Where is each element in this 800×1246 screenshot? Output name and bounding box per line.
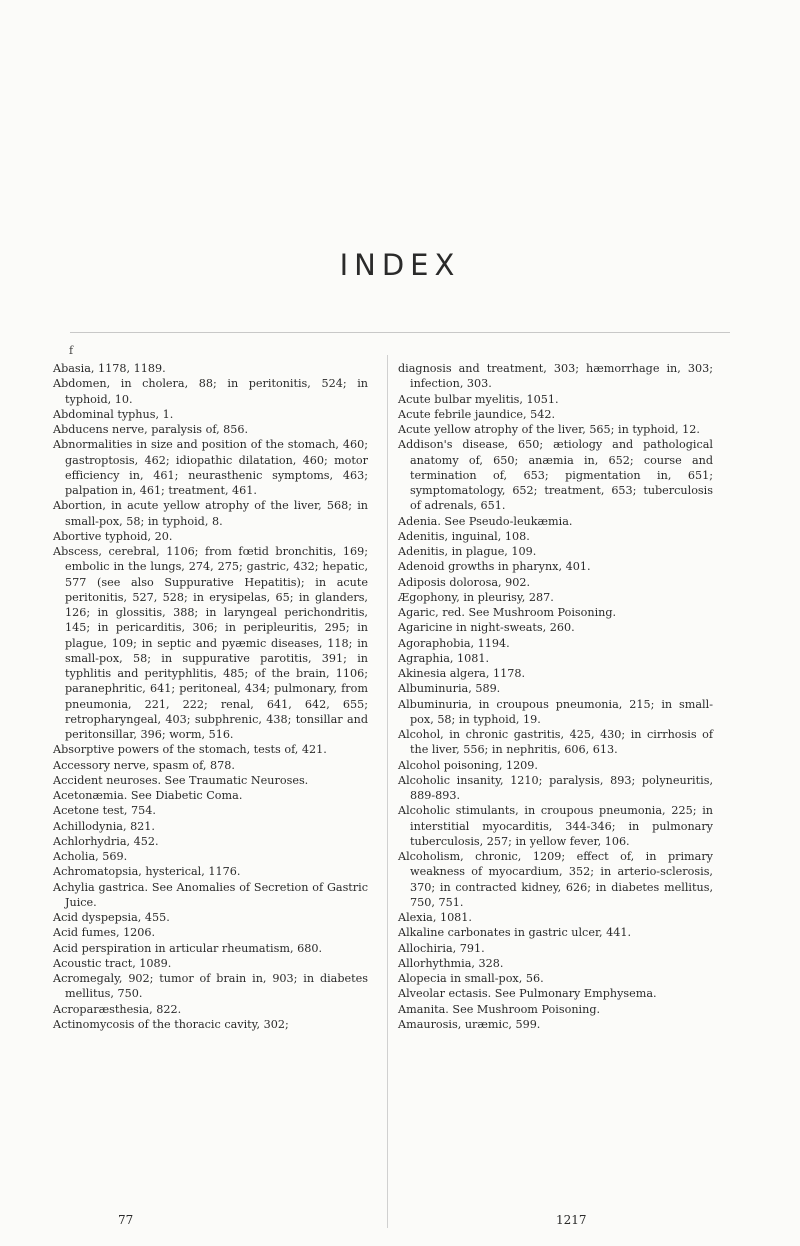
index-entry: Alkaline carbonates in gastric ulcer, 441. — [398, 926, 632, 940]
index-column-right — [398, 361, 713, 1032]
index-entry: Abortive typhoid, 20. — [53, 529, 173, 543]
index-entry: Alveolar ectasis. See Pulmonary Emphysema. — [398, 987, 657, 1001]
stray-mark: f — [69, 344, 74, 357]
index-entry: Abdomen, in cholera, 88; in peritonitis, 524; in typhoid, 10. — [53, 377, 368, 406]
index-entry: Acroparæsthesia, 822. — [53, 1002, 182, 1016]
index-entry: Adenitis, in plague, 109. — [398, 545, 537, 558]
index-entry: Acute febrile jaundice, 542. — [398, 407, 556, 421]
index-entry: Agraphia, 1081. — [398, 651, 490, 665]
index-column-left — [53, 361, 368, 1032]
title-rule — [70, 332, 730, 333]
index-entry: Achillodynia, 821. — [53, 819, 155, 833]
index-entry: Ægophony, in pleurisy, 287. — [398, 590, 554, 604]
index-entry: Absorptive powers of the stomach, tests of, 421. — [53, 743, 327, 757]
index-entry: Adenia. See Pseudo-leukæmia. — [398, 514, 573, 528]
index-entry: Abscess, cerebral, 1106; from fœtid bronchitis, 169; embolic in the lungs, 274, 275; gastric, 432; hepatic, 577 (see also Suppurative Hepatitis); in acute peritonitis, 527, 528; in erysipelas, 65; in glanders, 126; in glossitis, 388; in laryngeal perichondritis, 145; in pericarditis, 306; in peripleuritis, 295; in plague, 109; in septic and pyæmic diseases, 118; in small-pox, 58; in suppurative parotitis, 391; in typhlitis and perityphlitis, 485; of the brain, 1106; paranephritic, 641; peritoneal, 434; pulmonary, from pneumonia, 221, 222; renal, 641, 642, 655; retropharyngeal, 403; subphrenic, 438; tonsillar and peritonsillar, 396; worm, 516. — [53, 545, 368, 741]
index-entry: Albuminuria, in croupous pneumonia, 215; in small-pox, 58; in typhoid, 19. — [398, 697, 713, 726]
index-entry: Agaric, red. See Mushroom Poisoning. — [398, 606, 617, 619]
index-entry: Abducens nerve, paralysis of, 856. — [53, 423, 249, 436]
column-divider — [387, 355, 388, 1228]
index-entry: Accessory nerve, spasm of, 878. — [53, 758, 235, 772]
index-entry: Alexia, 1081. — [398, 911, 472, 924]
index-entry: diagnosis and treatment, 303; hæmorrhage in, 303; infection, 303. — [398, 362, 713, 391]
index-entry: Abdominal typhus, 1. — [53, 407, 174, 421]
index-entry: Acholia, 569. — [53, 850, 128, 863]
index-entry: Akinesia algera, 1178. — [398, 667, 525, 680]
index-entry: Agaricine in night-sweats, 260. — [398, 621, 575, 635]
index-entry: Alcoholism, chronic, 1209; effect of, in primary weakness of myocardium, 352; in arterio-sclerosis, 370; in contracted kidney, 626; in diabetes mellitus, 750, 751. — [398, 850, 713, 909]
index-entry: Agoraphobia, 1194. — [398, 636, 510, 650]
index-entry: Accident neuroses. See Traumatic Neuroses. — [53, 773, 309, 787]
index-entry: Achylia gastrica. See Anomalies of Secretion of Gastric Juice. — [53, 880, 368, 909]
index-entry: Alcohol, in chronic gastritis, 425, 430; in cirrhosis of the liver, 556; in nephritis, 606, 613. — [398, 728, 713, 757]
page-title: INDEX — [339, 248, 461, 282]
index-entry: Amanita. See Mushroom Poisoning. — [398, 1002, 601, 1016]
index-entry: Adenitis, inguinal, 108. — [398, 529, 530, 543]
index-entry: Alcoholic stimulants, in croupous pneumonia, 225; in interstitial myocarditis, 344-346; in pulmonary tuberculosis, 257; in yellow fever, 106. — [398, 804, 713, 848]
index-entry: Acetone test, 754. — [53, 804, 156, 818]
index-entry: Achlorhydria, 452. — [53, 834, 159, 848]
index-entry: Acetonæmia. See Diabetic Coma. — [53, 789, 243, 802]
index-entry: Abasia, 1178, 1189. — [53, 362, 166, 375]
index-entry: Alcohol poisoning, 1209. — [398, 758, 538, 772]
index-entry: Actinomycosis of the thoracic cavity, 302; — [53, 1017, 289, 1031]
index-entry: Alcoholic insanity, 1210; paralysis, 893; polyneuritis, 889-893. — [398, 773, 713, 802]
index-entry: Albuminuria, 589. — [398, 682, 501, 696]
index-entry: Addison's disease, 650; ætiology and pathological anatomy of, 650; anæmia in, 652; course and termination of, 653; pigmentation in, 651; symptomatology, 652; treatment, 653; tuberculosis of adrenals, 651. — [398, 438, 713, 513]
index-entry: Allorhythmia, 328. — [398, 956, 504, 970]
index-entry: Adenoid growths in pharynx, 401. — [398, 560, 591, 574]
index-entry: Abortion, in acute yellow atrophy of the liver, 568; in small-pox, 58; in typhoid, 8. — [53, 499, 368, 528]
index-entry: Acute bulbar myelitis, 1051. — [398, 392, 559, 406]
index-entry: Acromegaly, 902; tumor of brain in, 903; in diabetes mellitus, 750. — [53, 972, 368, 1001]
index-entry: Amaurosis, uræmic, 599. — [398, 1017, 541, 1031]
index-entry: Acid dyspepsia, 455. — [53, 911, 170, 924]
index-entry: Alopecia in small-pox, 56. — [398, 972, 544, 985]
index-entry: Acoustic tract, 1089. — [53, 956, 172, 970]
index-entry: Adiposis dolorosa, 902. — [398, 575, 531, 589]
index-entry: Achromatopsia, hysterical, 1176. — [53, 865, 241, 879]
index-entry: Abnormalities in size and position of the stomach, 460; gastroptosis, 462; idiopathic dilatation, 460; motor efficiency in, 461; neurasthenic symptoms, 463; palpation in, 461; treatment, 461. — [53, 438, 368, 497]
index-entry: Acid perspiration in articular rheumatism, 680. — [53, 941, 322, 955]
page-number-right: 1217 — [556, 1213, 587, 1227]
index-entry: Acute yellow atrophy of the liver, 565; in typhoid, 12. — [398, 423, 700, 436]
index-entry: Allochiria, 791. — [398, 941, 485, 955]
page-number-left: 77 — [118, 1213, 134, 1227]
index-entry: Acid fumes, 1206. — [53, 926, 156, 940]
